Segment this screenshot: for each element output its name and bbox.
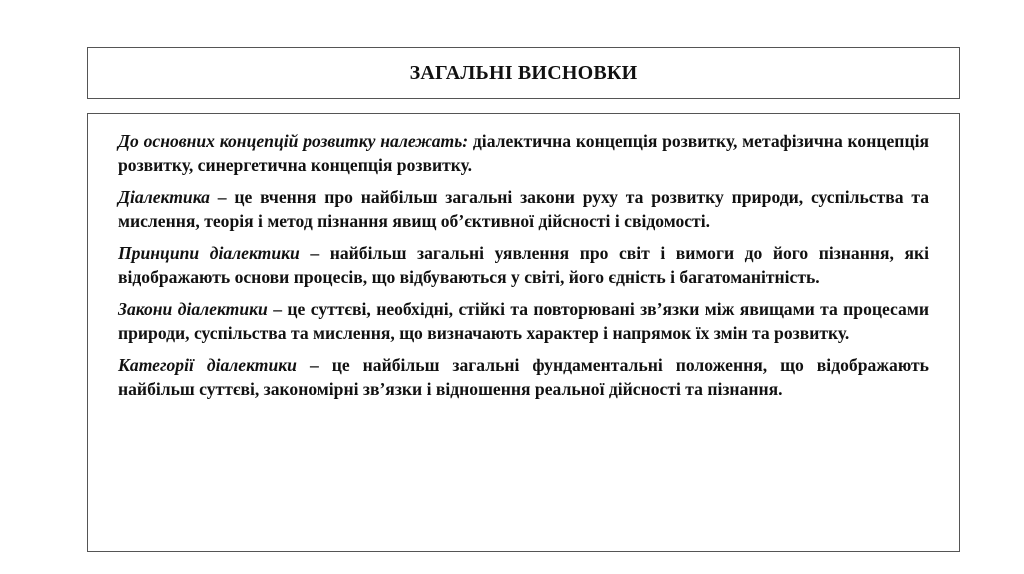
definition-categories: – це найбільш загальні фундаментальні положення, що відображають найбільш суттєві, закономірні зв’язки і відношення реальної дійсності та пізнання. [118,355,929,399]
term-principles: Принципи діалектики [118,243,300,263]
term-laws: Закони діалектики [118,299,268,319]
paragraph-concepts [118,130,929,177]
term-categories: Категорії діалектики [118,355,297,375]
term-dialectics: Діалектика [118,187,210,207]
term-concepts: До основних концепцій розвитку належать: [118,131,469,151]
paragraph-categories [118,354,929,401]
paragraph-dialectics [118,186,929,233]
paragraph-principles [118,242,929,289]
definition-dialectics: – це вчення про найбільш загальні закони руху та розвитку природи, суспільства та мислення, теорія і метод пізнання явищ об’єктивної дійсності і свідомості. [118,187,929,231]
definition-principles: – найбільш загальні уявлення про світ і вимоги до його пізнання, які відображають основи процесів, що відбуваються у світі, його єдність і багатоманітність. [118,243,929,287]
paragraph-laws [118,298,929,345]
slide-title: ЗАГАЛЬНІ ВИСНОВКИ [409,61,638,84]
definition-laws: – це суттєві, необхідні, стійкі та повторювані зв’язки між явищами та процесами природи, суспільства та мислення, що визначають характер і напрямок їх змін та розвитку. [118,299,929,343]
definition-concepts: діалектична концепція розвитку, метафізична концепція розвитку, синергетична концепція розвитку. [118,131,929,175]
title-box [87,47,960,99]
content-box [87,113,960,552]
